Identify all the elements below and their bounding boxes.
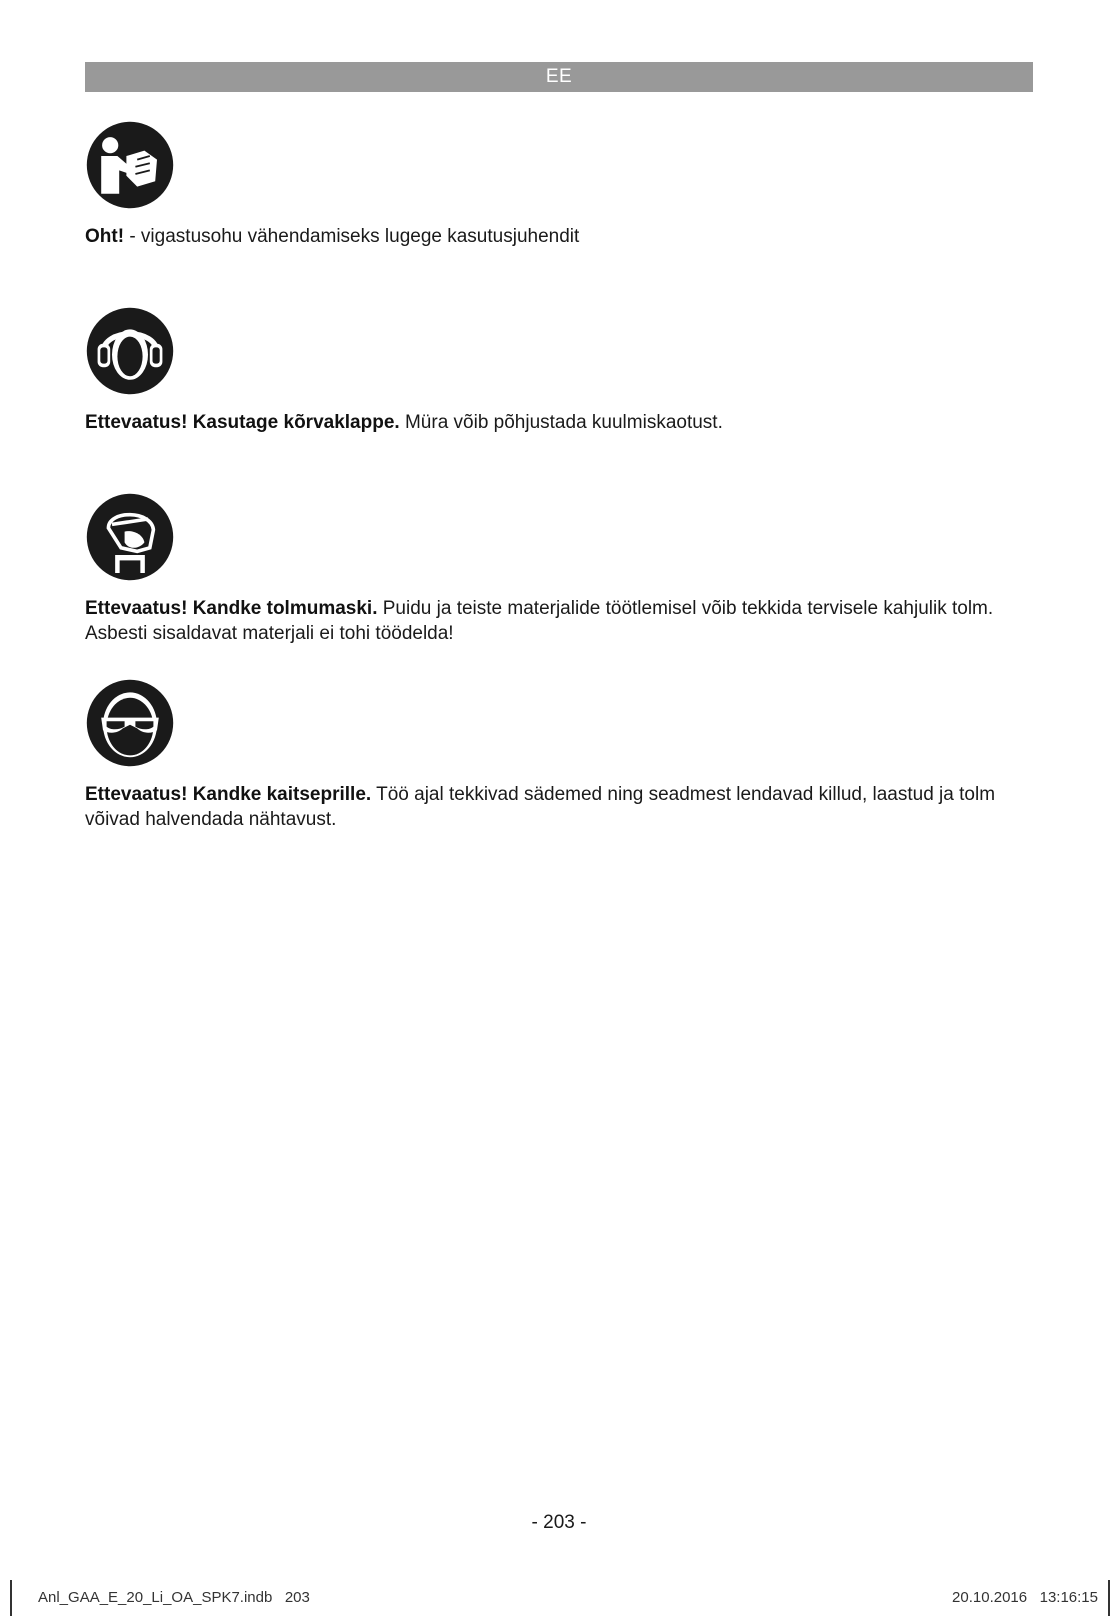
warning-body: - vigastusohu vähendamiseks lugege kasutusjuhendit [124, 226, 580, 247]
read-manual-icon [85, 120, 175, 210]
page-number: - 203 - [531, 1512, 587, 1533]
warning-text [85, 410, 1035, 435]
ear-protection-icon [85, 306, 175, 396]
crop-mark-left [10, 1580, 12, 1616]
footer-file-info: Anl_GAA_E_20_Li_OA_SPK7.indb 203 [38, 1589, 310, 1606]
crop-mark-right [1108, 1580, 1110, 1616]
warning-body: Müra võib põhjustada kuulmiskaotust. [399, 412, 723, 433]
warning-safety-goggles [85, 678, 1035, 832]
warning-text [85, 224, 1035, 249]
warning-text [85, 782, 1035, 832]
safety-goggles-icon [85, 678, 175, 768]
language-header-bar [85, 62, 1033, 92]
warning-title: Ettevaatus! Kandke tolmumaski. [85, 598, 378, 619]
warning-title: Oht! [85, 226, 125, 247]
warning-title: Ettevaatus! Kasutage kõrvaklappe. [85, 412, 400, 433]
dust-mask-icon [85, 492, 175, 582]
warning-read-manual [85, 120, 1035, 249]
warning-dust-mask [85, 492, 1035, 646]
warning-body: Töö ajal tekkivad sädemed ning seadmest lendavad killud, laastud ja tolm võivad halvendada nähtavust. [85, 784, 996, 830]
warning-title: Ettevaatus! Kandke kaitseprille. [85, 784, 372, 805]
warning-ear-protection [85, 306, 1035, 435]
footer-timestamp: 20.10.2016 13:16:15 [952, 1589, 1098, 1606]
language-code: EE [545, 66, 573, 87]
warning-text [85, 596, 1035, 646]
warning-body: Puidu ja teiste materjalide töötlemisel võib tekkida tervisele kahjulik tolm. Asbesti sisaldavat materjali ei tohi töödelda! [85, 598, 994, 644]
